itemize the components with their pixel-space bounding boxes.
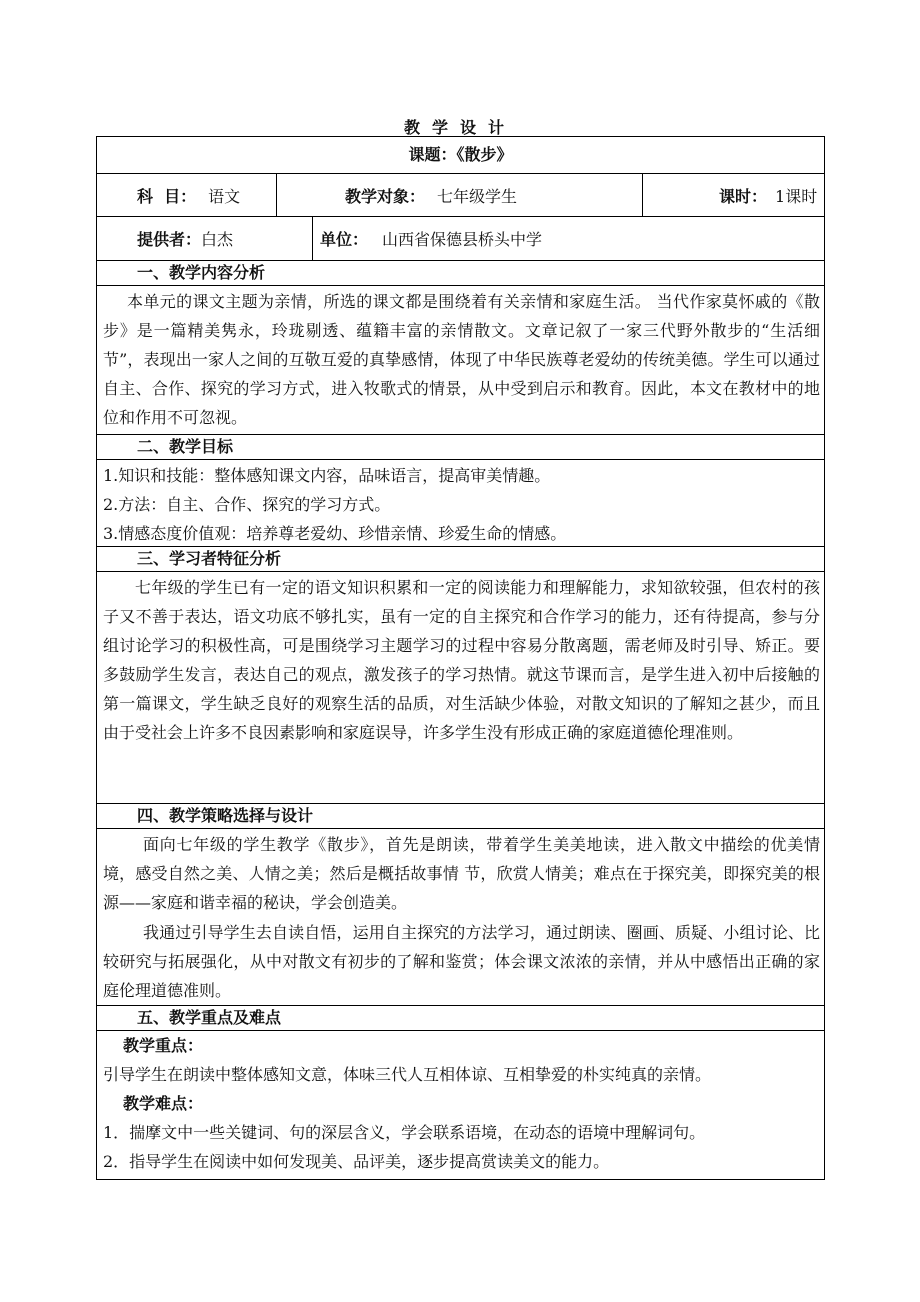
objective-item: 2.方法：自主、合作、探究的学习方式。 <box>103 495 391 514</box>
lesson-value: 《散步》 <box>456 145 513 164</box>
unit-value: 山西省保德县桥头中学 <box>382 230 543 249</box>
document-title: 教学设计 <box>403 118 516 137</box>
section-key-points-body <box>97 1030 824 1179</box>
subject-value: 语文 <box>208 186 241 206</box>
difficulty-item: 1．揣摩文中一些关键词、句的深层含义，学会联系语境，在动态的语境中理解词句。 <box>103 1123 706 1142</box>
hours-cell <box>642 174 824 216</box>
target-label: 教学对象： <box>345 186 426 206</box>
provider-cell <box>97 217 312 260</box>
section-title: 四、教学策略选择与设计 <box>137 806 314 825</box>
section-title: 一、教学内容分析 <box>137 263 266 282</box>
lesson-label: 课题： <box>408 145 457 164</box>
section-title: 三、学习者特征分析 <box>137 549 282 568</box>
section-strategy-body <box>97 828 824 1005</box>
key-points-label: 教学重点： <box>123 1036 204 1055</box>
section-learner-analysis-header <box>97 546 824 571</box>
difficulty-item: 2．指导学生在阅读中如何发现美、品评美，逐步提高赏读美文的能力。 <box>103 1152 610 1171</box>
difficulties-label: 教学难点： <box>123 1094 204 1113</box>
section-strategy-header <box>97 803 824 828</box>
section-title: 二、教学目标 <box>137 437 234 456</box>
section-paragraph: 我通过引导学生去自读自悟，运用自主探究的方法学习，通过朗读、圈画、质疑、小组讨论、比较研究与拓展强化，从中对散文有初步的了解和鉴赏；体会课文浓浓的亲情，并从中感悟出正确的家庭伦理道德准则。 <box>103 923 820 1000</box>
info-row-1 <box>97 173 824 216</box>
key-points-text: 引导学生在朗读中整体感知文意，体味三代人互相体谅、互相挚爱的朴实纯真的亲情。 <box>103 1065 712 1084</box>
section-paragraph: 七年级的学生已有一定的语文知识积累和一定的阅读能力和理解能力，求知欲较强，但农村的孩子又不善于表达，语文功底不够扎实，虽有一定的自主探究和合作学习的能力，还有待提高，参与分组讨论学习的积极性高，可是围绕学习主题学习的过程中容易分散离题，需老师及时引导、矫正。要多鼓励学生发言，表达自己的观点，激发孩子的学习热情。就这节课而言，是学生进入初中后接触的第一篇课文，学生缺乏良好的观察生活的品质，对生活缺少体验，对散文知识的了解知之甚少，而且由于受社会上许多不良因素影响和家庭误导，许多学生没有形成正确的家庭道德伦理准则。 <box>103 578 820 742</box>
section-content-analysis-body <box>97 285 824 434</box>
target-value: 七年级学生 <box>437 186 518 206</box>
info-row-2 <box>97 216 824 260</box>
lesson-title-row <box>97 137 824 173</box>
objective-item: 1.知识和技能：整体感知课文内容，品味语言，提高审美情趣。 <box>103 466 551 485</box>
unit-cell <box>312 217 824 260</box>
section-content-analysis-header <box>97 260 824 285</box>
target-cell <box>276 174 642 216</box>
section-key-points-header <box>97 1005 824 1030</box>
section-paragraph: 本单元的课文主题为亲情，所选的课文都是围绕着有关亲情和家庭生活。 当代作家莫怀戚的《散步》是一篇精美隽永，玲珑剔透、蕴籍丰富的亲情散文。文章记叙了一家三代野外散步的“生活细节”，表现出一家人之间的互敬互爱的真挚感情，体现了中华民族尊老爱幼的传统美德。学生可以通过自主、合作、探究的学习方式，进入牧歌式的情景，从中受到启示和教育。因此，本文在教材中的地位和作用不可忽视。 <box>103 292 820 427</box>
hours-value: 1课时 <box>775 186 818 206</box>
unit-label: 单位： <box>320 230 369 249</box>
section-title: 五、教学重点及难点 <box>137 1008 282 1027</box>
provider-label: 提供者： <box>137 230 202 249</box>
section-paragraph: 面向七年级的学生教学《散步》，首先是朗读，带着学生美美地读，进入散文中描绘的优美情境，感受自然之美、人情之美；然后是概括故事情 节，欣赏人情美；难点在于探究美，即探究美的根源——家庭和谐幸福的秘诀，学会创造美。 <box>103 835 820 912</box>
section-objectives-body <box>97 459 824 546</box>
lesson-plan-table <box>96 136 825 1180</box>
subject-cell <box>97 174 276 216</box>
provider-value: 白杰 <box>201 230 234 249</box>
objective-item: 3.情感态度价值观：培养尊老爱幼、珍惜亲情、珍爱生命的情感。 <box>103 524 567 543</box>
section-objectives-header <box>97 434 824 459</box>
hours-label: 课时： <box>719 186 768 206</box>
subject-label: 科 目： <box>137 186 197 206</box>
section-learner-analysis-body <box>97 571 824 803</box>
